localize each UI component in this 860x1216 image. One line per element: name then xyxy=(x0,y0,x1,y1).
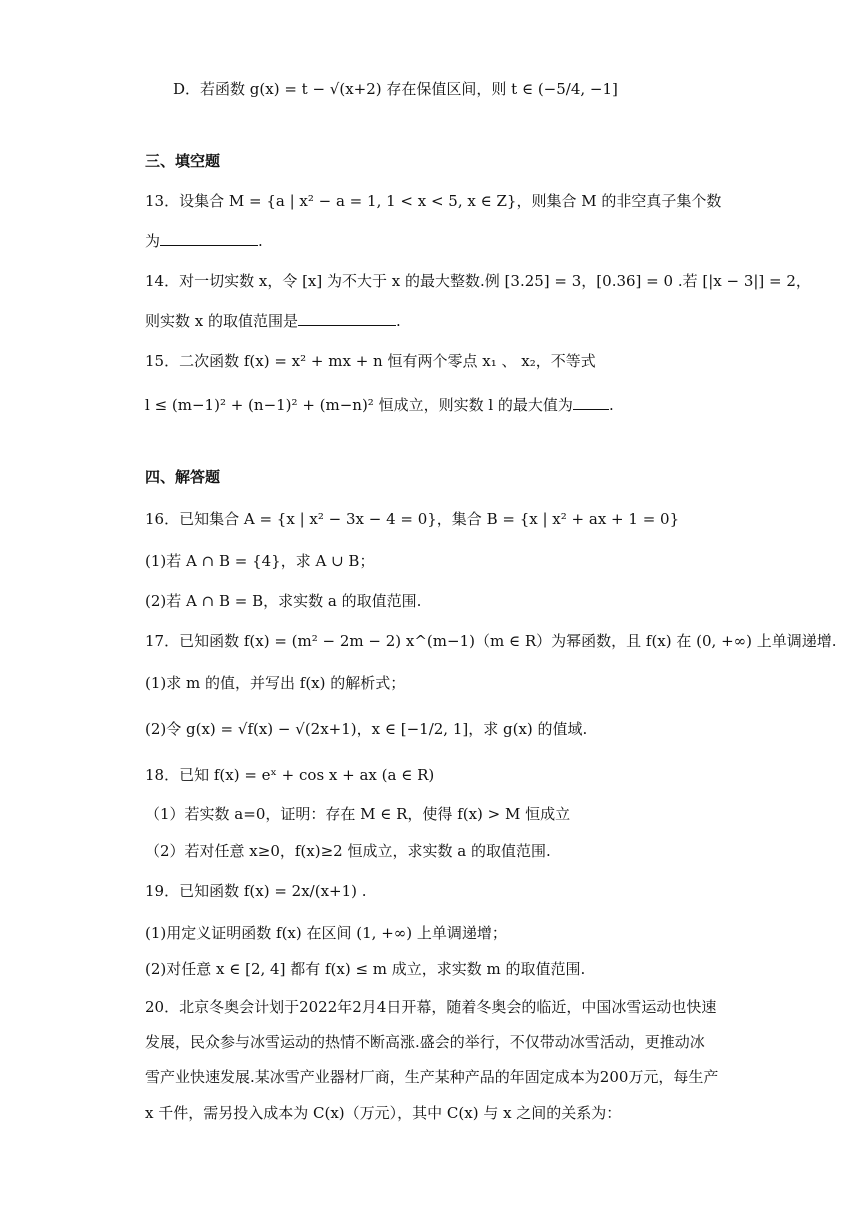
line-q17-1 xyxy=(145,672,405,694)
line-q19-2 xyxy=(145,958,585,980)
line-q14b xyxy=(145,310,401,332)
line-text: 19．已知函数 f(x) = 2x/(x+1) . xyxy=(145,882,367,900)
line-q14a xyxy=(145,270,811,292)
line-q15a xyxy=(145,350,596,372)
line-text: 16．已知集合 A = {x | x² − 3x − 4 = 0}，集合 B = {x | x² + ax + 1 = 0} xyxy=(145,510,680,528)
line-q17 xyxy=(145,630,837,652)
line-text: （1）若实数 a=0，证明：存在 M ∈ R，使得 f(x) > M 恒成立 xyxy=(145,805,571,823)
line-text: D．若函数 g(x) = t − √(x+2) 存在保值区间，则 t ∈ (−5/4, −1] xyxy=(173,80,618,98)
line-q16-2 xyxy=(145,590,421,612)
period: . xyxy=(396,312,401,330)
line-q19 xyxy=(145,880,367,902)
line-text: 13．设集合 M = {a | x² − a = 1, 1 < x < 5, x ∈ Z}，则集合 M 的非空真子集个数 xyxy=(145,192,722,210)
line-q20a xyxy=(145,996,716,1018)
line-q16-1 xyxy=(145,550,374,572)
line-q17-2 xyxy=(145,718,587,740)
line-text: 17．已知函数 f(x) = (m² − 2m − 2) x^(m−1)（m ∈ R）为幂函数，且 f(x) 在 (0, +∞) 上单调递增. xyxy=(145,632,837,650)
line-text: 20．北京冬奥会计划于2022年2月4日开幕，随着冬奥会的临近，中国冰雪运动也快速 xyxy=(145,998,717,1016)
line-text: x 千件，需另投入成本为 C(x)（万元），其中 C(x) 与 x 之间的关系为： xyxy=(145,1104,622,1122)
line-section4 xyxy=(145,466,220,488)
line-q18 xyxy=(145,764,434,786)
line-text: (1)用定义证明函数 f(x) 在区间 (1, +∞) 上单调递增； xyxy=(145,924,507,942)
line-text: l ≤ (m−1)² + (n−1)² + (m−n)² 恒成立，则实数 l 的最大值为 xyxy=(145,396,573,414)
line-text: 18．已知 f(x) = eˣ + cos x + ax (a ∈ R) xyxy=(145,766,435,784)
line-q20c xyxy=(145,1066,718,1088)
line-text: 雪产业快速发展.某冰雪产业器材厂商，生产某种产品的年固定成本为200万元，每生产 xyxy=(145,1068,719,1086)
line-text: (2)若 A ∩ B = B，求实数 a 的取值范围. xyxy=(145,592,422,610)
line-text: (1)求 m 的值，并写出 f(x) 的解析式； xyxy=(145,674,406,692)
line-text: 四、解答题 xyxy=(145,468,221,486)
line-q13a xyxy=(145,190,721,212)
line-d-option xyxy=(173,78,618,100)
line-text: (2)对任意 x ∈ [2, 4] 都有 f(x) ≤ m 成立，求实数 m 的取值范围. xyxy=(145,960,586,978)
line-text: 则实数 x 的取值范围是 xyxy=(145,312,298,330)
line-text: （2）若对任意 x≥0，f(x)≥2 恒成立，求实数 a 的取值范围. xyxy=(145,842,551,860)
answer-blank xyxy=(160,231,258,246)
line-text: (1)若 A ∩ B = {4}，求 A ∪ B； xyxy=(145,552,375,570)
answer-blank xyxy=(573,395,609,410)
line-text: 发展，民众参与冰雪运动的热情不断高涨.盛会的举行，不仅带动冰雪活动，更推动冰 xyxy=(145,1033,705,1051)
line-q18-1 xyxy=(145,803,570,825)
line-text: 15．二次函数 f(x) = x² + mx + n 恒有两个零点 x₁ 、 x₂，不等式 xyxy=(145,352,596,370)
line-q20b xyxy=(145,1031,705,1053)
period: . xyxy=(258,232,263,250)
answer-blank xyxy=(298,311,396,326)
line-q20d xyxy=(145,1102,621,1124)
line-text: 为 xyxy=(145,232,161,250)
line-text: (2)令 g(x) = √f(x) − √(2x+1)，x ∈ [−1/2, 1]，求 g(x) 的值域. xyxy=(145,720,588,738)
line-text: 14．对一切实数 x，令 [x] 为不大于 x 的最大整数.例 [3.25] = 3，[0.36] = 0 .若 [|x − 3|] = 2， xyxy=(145,272,811,290)
line-q18-2 xyxy=(145,840,551,862)
line-q15b xyxy=(145,394,614,416)
period: . xyxy=(608,396,614,414)
line-section3 xyxy=(145,150,220,172)
line-q19-1 xyxy=(145,922,507,944)
line-q16 xyxy=(145,508,679,530)
line-text: 三、填空题 xyxy=(145,152,221,170)
line-q13b xyxy=(145,230,263,252)
